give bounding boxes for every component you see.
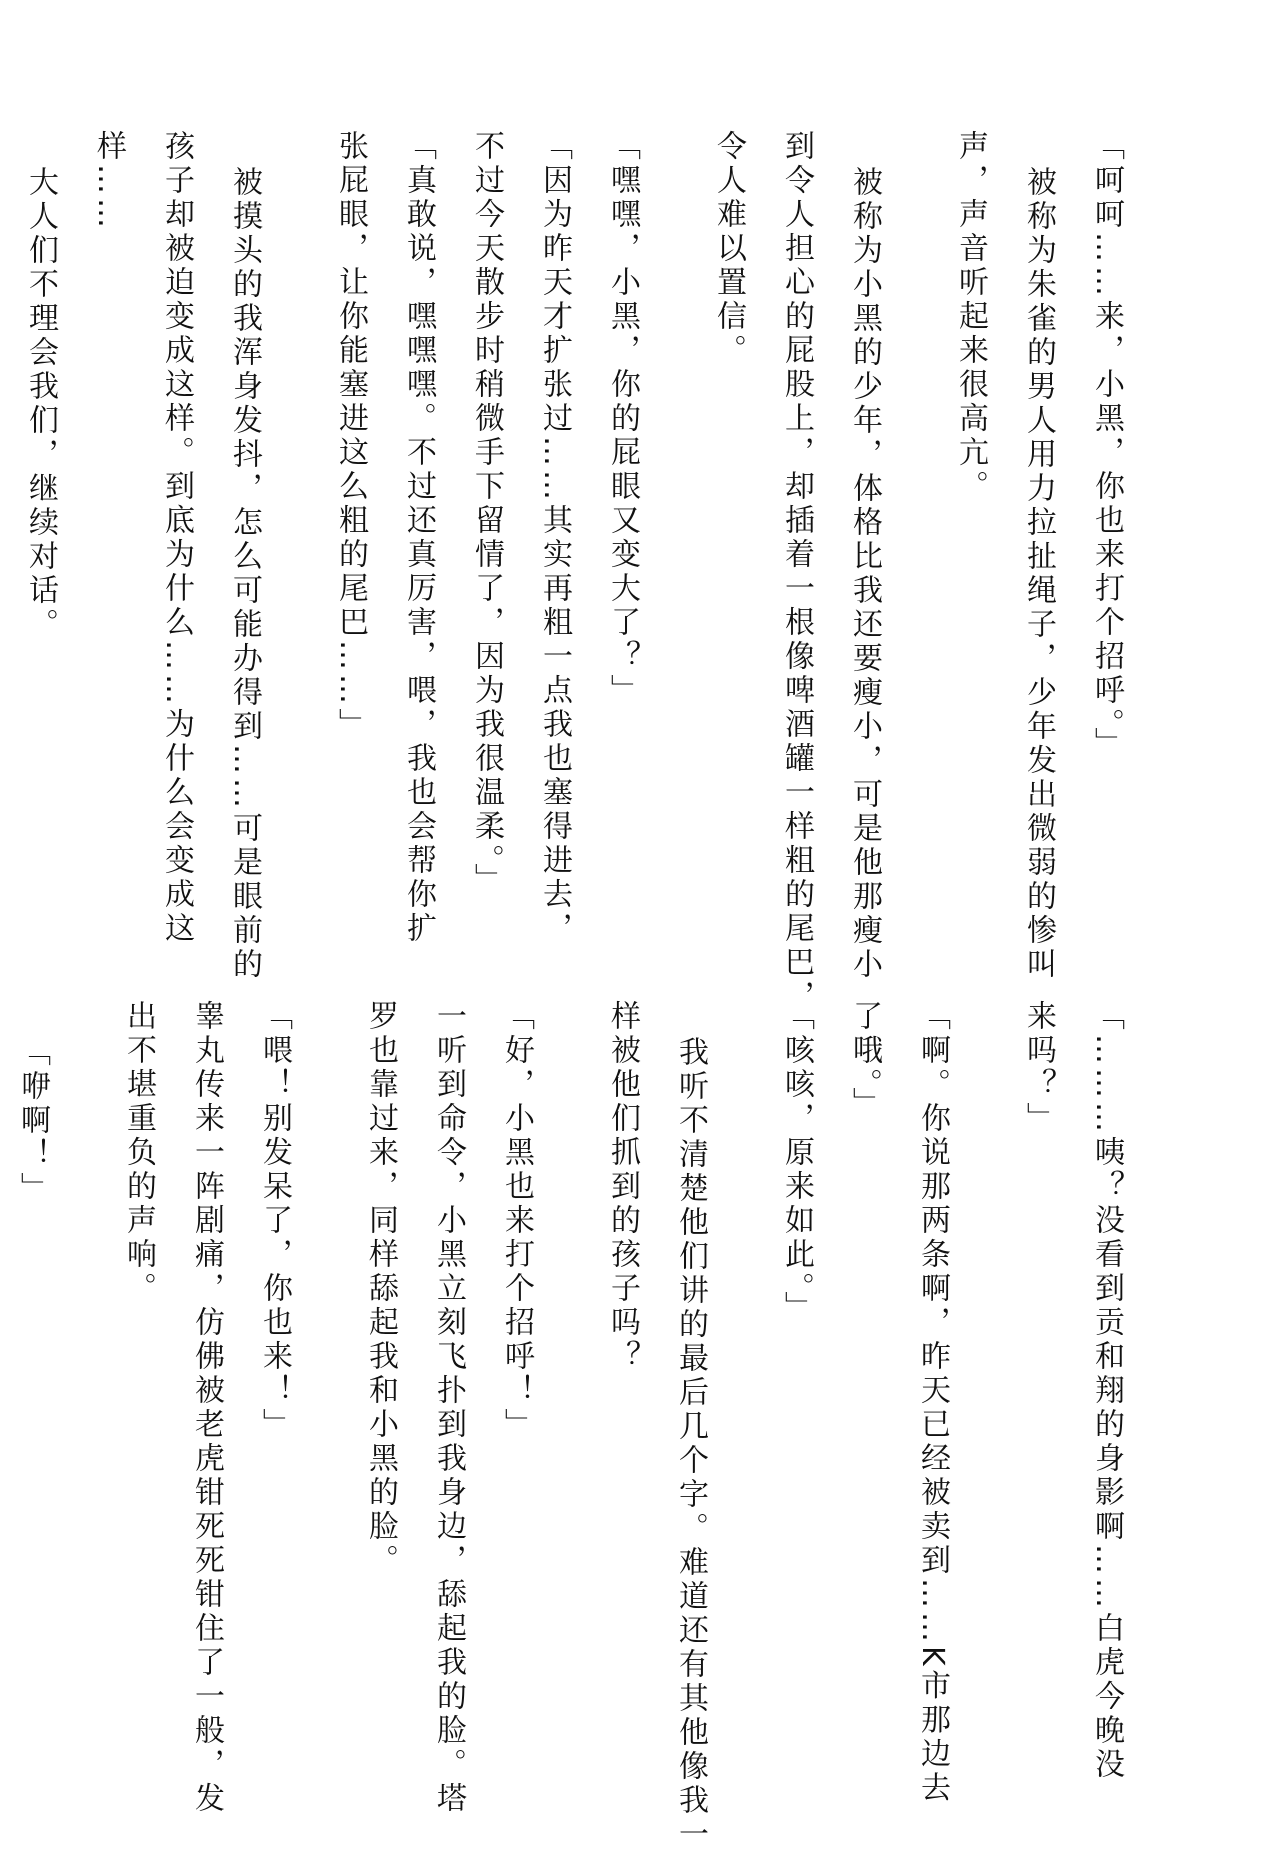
text-column: 大人们不理会我们，继续对话。: [23, 166, 58, 642]
text-column: 样被他们抓到的孩子吗？: [605, 1000, 640, 1374]
text-column: 被称为小黑的少年，体格比我还要瘦小，可是他那瘦小: [847, 166, 882, 982]
text-column: 到令人担心的屁股上，却插着一根像啤酒罐一样粗的尾巴，: [779, 130, 814, 1014]
text-column: 「咳咳，原来如此。」: [779, 1000, 814, 1325]
upper-text-block: [6, 130, 1140, 1014]
text-column: 不过今天散步时稍微手下留情了，因为我很温柔。」: [469, 130, 504, 897]
text-column: 「咿啊！」: [15, 1036, 50, 1206]
text-column: 「因为昨天才扩张过……其实再粗一点我也塞得进去，: [537, 130, 572, 946]
text-column: 「真敢说，嘿嘿嘿。不过还真厉害，喂，我也会帮你扩: [401, 130, 436, 946]
text-column: 我听不清楚他们讲的最后几个字。难道还有其他像我一: [673, 1036, 708, 1852]
text-column: 孩子却被迫变成这样。到底为什么……为什么会变成这: [159, 130, 194, 946]
text-column: 睾丸传来一阵剧痛，仿佛被老虎钳死死钳住了一般，发: [189, 1000, 224, 1816]
text-column: 令人难以置信。: [711, 130, 746, 368]
text-column: 张屁眼，让你能塞进这么粗的尾巴……」: [333, 130, 368, 742]
text-column: 「………咦？没看到贡和翔的身影啊……白虎今晚没: [1089, 1000, 1124, 1782]
text-column: 样……: [91, 130, 126, 232]
text-column: 「喂！别发呆了，你也来！」: [257, 1000, 292, 1442]
text-column: 来吗？」: [1021, 1000, 1056, 1136]
text-column: 了哦。」: [847, 1000, 882, 1121]
lower-text-block: [0, 1000, 1140, 1852]
text-column: 被摸头的我浑身发抖，怎么可能办得到……可是眼前的: [227, 166, 262, 982]
text-column: 「啊。你说那两条啊，昨天已经被卖到……K市那边去: [915, 1000, 950, 1806]
text-column: 「嘿嘿，小黑，你的屁眼又变大了？」: [605, 130, 640, 708]
text-column: 「呵呵……来，小黑，你也来打个招呼。」: [1089, 130, 1124, 761]
text-column: 声，声音听起来很高亢。: [953, 130, 988, 504]
text-column: 一听到命令，小黑立刻飞扑到我身边，舔起我的脸。塔: [431, 1000, 466, 1816]
text-column: 「好，小黑也来打个招呼！」: [499, 1000, 534, 1442]
text-column: 罗也靠过来，同样舔起我和小黑的脸。: [363, 1000, 398, 1578]
text-column: 出不堪重负的声响。: [121, 1000, 156, 1306]
text-column: 被称为朱雀的男人用力拉扯绳子，少年发出微弱的惨叫: [1021, 166, 1056, 982]
